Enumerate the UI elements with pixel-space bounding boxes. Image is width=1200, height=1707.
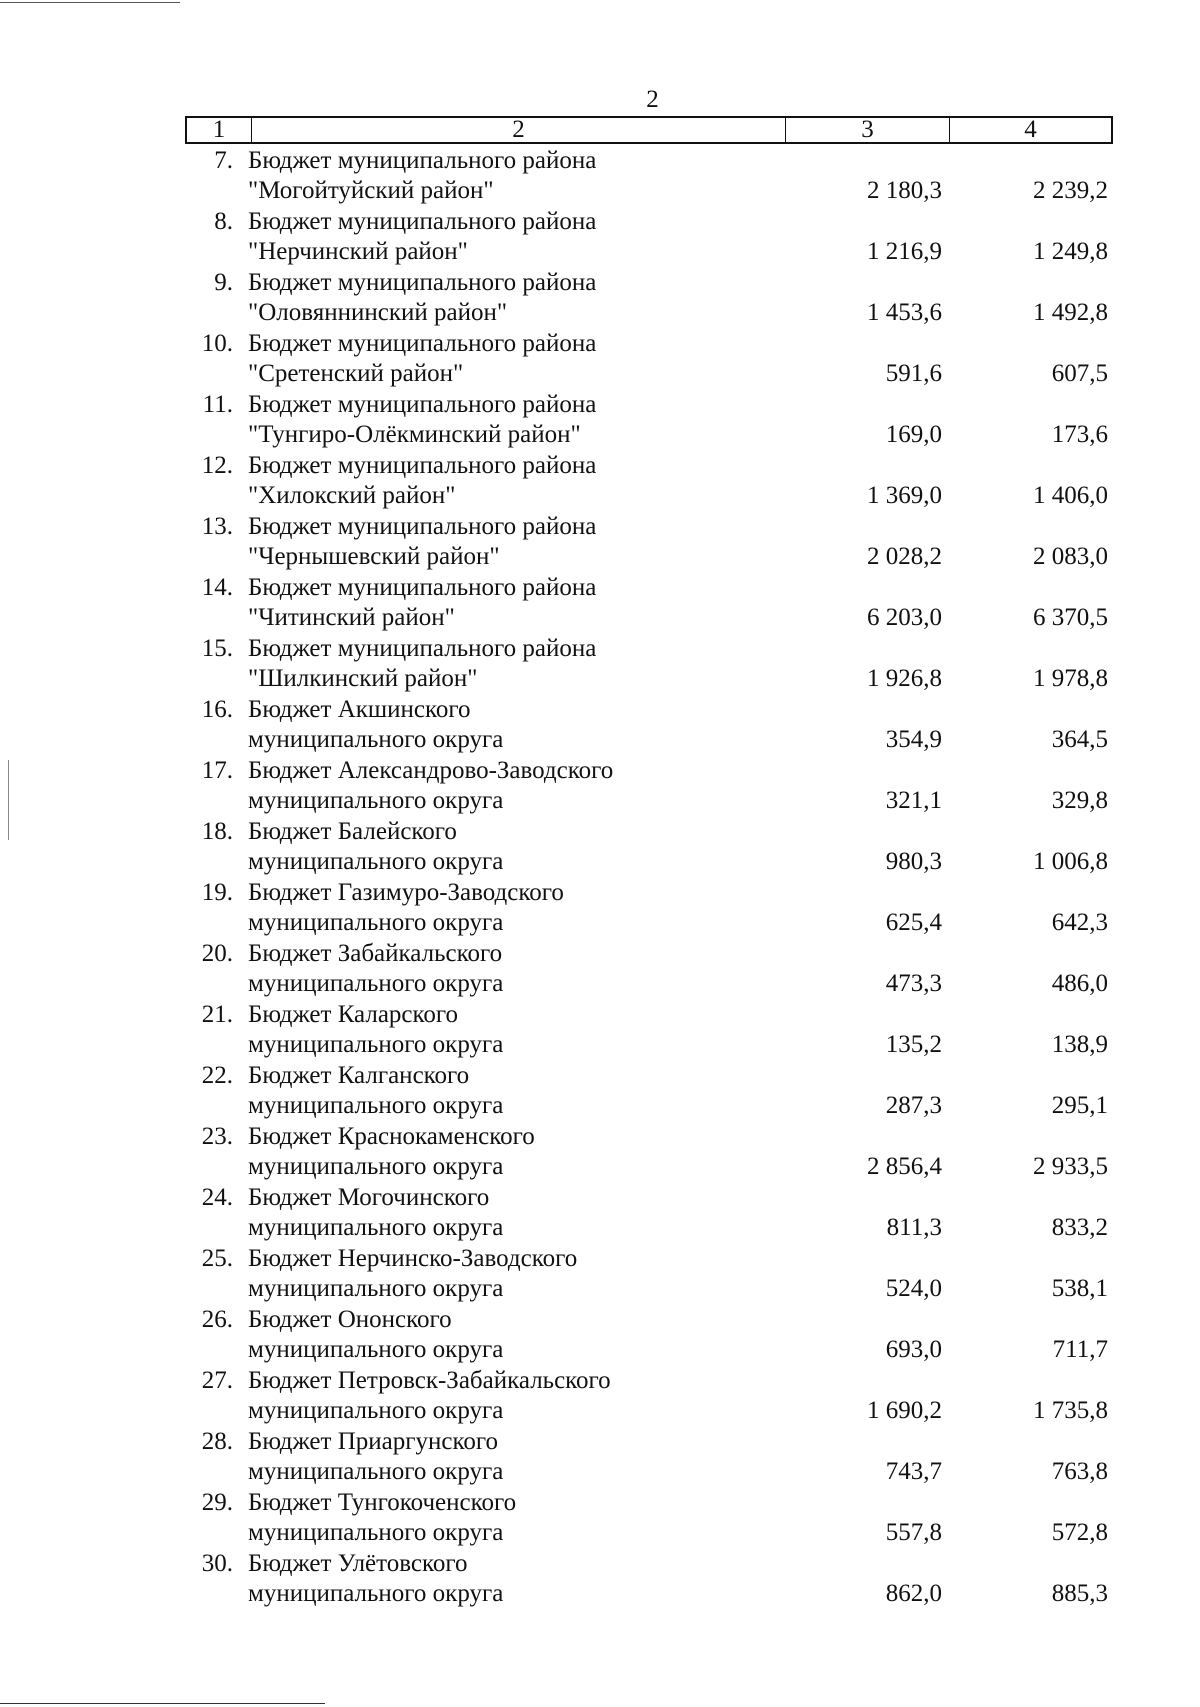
value-column-3: 6 203,0 xyxy=(867,604,942,631)
table-row xyxy=(0,1488,1200,1549)
budget-name-line2: "Сретенский район" xyxy=(248,360,464,387)
value-column-4: 2 083,0 xyxy=(1033,543,1108,570)
budget-name-line1: Бюджет муниципального района xyxy=(248,330,597,357)
row-number: 25. xyxy=(201,1245,233,1272)
page-number: 2 xyxy=(646,86,659,113)
budget-name-line2: муниципального округа xyxy=(248,1580,504,1607)
value-column-4: 329,8 xyxy=(1051,787,1108,814)
table-row xyxy=(0,1366,1200,1427)
value-column-4: 1 406,0 xyxy=(1033,482,1108,509)
row-number: 8. xyxy=(214,208,233,235)
budget-name-line1: Бюджет Краснокаменского xyxy=(248,1123,535,1150)
value-column-4: 642,3 xyxy=(1051,909,1108,936)
budget-name-line2: "Нерчинский район" xyxy=(248,238,468,265)
table-row xyxy=(0,1305,1200,1366)
row-number: 12. xyxy=(201,452,233,479)
row-number: 22. xyxy=(201,1062,233,1089)
value-column-4: 6 370,5 xyxy=(1033,604,1108,631)
value-column-4: 1 978,8 xyxy=(1033,665,1108,692)
budget-name-line2: муниципального округа xyxy=(248,726,504,753)
row-number: 23. xyxy=(201,1123,233,1150)
value-column-4: 2 933,5 xyxy=(1033,1153,1108,1180)
value-column-4: 1 249,8 xyxy=(1033,238,1108,265)
table-row xyxy=(0,1122,1200,1183)
value-column-3: 1 926,8 xyxy=(867,665,942,692)
budget-name-line1: Бюджет Нерчинско-Заводского xyxy=(248,1245,578,1272)
table-row xyxy=(0,634,1200,695)
row-number: 14. xyxy=(201,574,233,601)
column-header-3: 3 xyxy=(785,118,949,142)
value-column-4: 2 239,2 xyxy=(1033,177,1108,204)
value-column-3: 743,7 xyxy=(885,1458,942,1485)
value-column-3: 287,3 xyxy=(885,1092,942,1119)
value-column-4: 138,9 xyxy=(1051,1031,1108,1058)
budget-name-line1: Бюджет Забайкальского xyxy=(248,940,503,967)
budget-name-line2: "Оловяннинский район" xyxy=(248,299,508,326)
row-number: 11. xyxy=(202,391,233,418)
budget-name-line2: муниципального округа xyxy=(248,1458,504,1485)
budget-name-line1: Бюджет Александрово-Заводского xyxy=(248,757,614,784)
budget-name-line1: Бюджет Акшинского xyxy=(248,696,471,723)
value-column-4: 885,3 xyxy=(1051,1580,1108,1607)
row-number: 17. xyxy=(201,757,233,784)
budget-name-line2: муниципального округа xyxy=(248,1031,504,1058)
row-number: 19. xyxy=(201,879,233,906)
budget-name-line1: Бюджет муниципального района xyxy=(248,635,597,662)
table-row xyxy=(0,878,1200,939)
budget-name-line2: "Могойтуйский район" xyxy=(248,177,494,204)
column-header-4: 4 xyxy=(949,118,1111,142)
budget-name-line2: муниципального округа xyxy=(248,1397,504,1424)
row-number: 21. xyxy=(201,1001,233,1028)
table-row xyxy=(0,207,1200,268)
value-column-3: 2 028,2 xyxy=(867,543,942,570)
budget-name-line1: Бюджет муниципального района xyxy=(248,208,597,235)
column-header-row xyxy=(185,116,1113,144)
value-column-3: 135,2 xyxy=(885,1031,942,1058)
budget-name-line1: Бюджет Газимуро-Заводского xyxy=(248,879,564,906)
budget-name-line1: Бюджет муниципального района xyxy=(248,513,597,540)
budget-name-line1: Бюджет Каларского xyxy=(248,1001,459,1028)
row-number: 26. xyxy=(201,1306,233,1333)
table-row xyxy=(0,573,1200,634)
value-column-3: 1 453,6 xyxy=(867,299,942,326)
budget-name-line1: Бюджет Ононского xyxy=(248,1306,452,1333)
table-row xyxy=(0,451,1200,512)
budget-name-line2: "Хилокский район" xyxy=(248,482,456,509)
table-row xyxy=(0,146,1200,207)
row-number: 15. xyxy=(201,635,233,662)
row-number: 10. xyxy=(201,330,233,357)
top-edge-rule xyxy=(0,2,180,3)
value-column-4: 833,2 xyxy=(1051,1214,1108,1241)
table-row xyxy=(0,695,1200,756)
budget-name-line2: муниципального округа xyxy=(248,970,504,997)
value-column-4: 763,8 xyxy=(1051,1458,1108,1485)
value-column-3: 980,3 xyxy=(885,848,942,875)
value-column-3: 2 856,4 xyxy=(867,1153,942,1180)
value-column-4: 364,5 xyxy=(1051,726,1108,753)
table-row xyxy=(0,1549,1200,1610)
value-column-3: 2 180,3 xyxy=(867,177,942,204)
row-number: 20. xyxy=(201,940,233,967)
table-row xyxy=(0,1427,1200,1488)
budget-name-line2: "Тунгиро-Олёкминский район" xyxy=(248,421,581,448)
budget-name-line1: Бюджет Калганского xyxy=(248,1062,470,1089)
value-column-3: 811,3 xyxy=(886,1214,942,1241)
table-row xyxy=(0,1183,1200,1244)
value-column-4: 173,6 xyxy=(1051,421,1108,448)
budget-name-line2: муниципального округа xyxy=(248,1153,504,1180)
value-column-3: 591,6 xyxy=(885,360,942,387)
value-column-3: 1 690,2 xyxy=(867,1397,942,1424)
budget-name-line1: Бюджет муниципального района xyxy=(248,147,597,174)
table-row xyxy=(0,756,1200,817)
value-column-3: 354,9 xyxy=(885,726,942,753)
table-row xyxy=(0,817,1200,878)
budget-name-line2: муниципального округа xyxy=(248,1214,504,1241)
value-column-3: 169,0 xyxy=(885,421,942,448)
budget-name-line1: Бюджет Приаргунского xyxy=(248,1428,498,1455)
budget-name-line1: Бюджет муниципального района xyxy=(248,574,597,601)
budget-name-line1: Бюджет Улётовского xyxy=(248,1550,468,1577)
value-column-4: 295,1 xyxy=(1051,1092,1108,1119)
value-column-4: 486,0 xyxy=(1051,970,1108,997)
column-header-2: 2 xyxy=(251,118,785,142)
budget-name-line2: муниципального округа xyxy=(248,787,504,814)
budget-name-line2: муниципального округа xyxy=(248,1519,504,1546)
value-column-3: 473,3 xyxy=(885,970,942,997)
value-column-4: 572,8 xyxy=(1051,1519,1108,1546)
value-column-3: 1 369,0 xyxy=(867,482,942,509)
budget-name-line2: муниципального округа xyxy=(248,1275,504,1302)
table-row xyxy=(0,939,1200,1000)
value-column-3: 862,0 xyxy=(885,1580,942,1607)
table-row xyxy=(0,1244,1200,1305)
value-column-4: 607,5 xyxy=(1051,360,1108,387)
table-row xyxy=(0,268,1200,329)
table-row xyxy=(0,1061,1200,1122)
value-column-3: 1 216,9 xyxy=(867,238,942,265)
budget-name-line2: "Чернышевский район" xyxy=(248,543,500,570)
row-number: 28. xyxy=(201,1428,233,1455)
budget-name-line2: муниципального округа xyxy=(248,909,504,936)
table-row xyxy=(0,1000,1200,1061)
budget-name-line1: Бюджет муниципального района xyxy=(248,452,597,479)
column-header-1: 1 xyxy=(212,116,226,143)
budget-name-line1: Бюджет муниципального района xyxy=(248,391,597,418)
budget-name-line2: муниципального округа xyxy=(248,1092,504,1119)
value-column-4: 538,1 xyxy=(1051,1275,1108,1302)
value-column-4: 1 492,8 xyxy=(1033,299,1108,326)
row-number: 18. xyxy=(201,818,233,845)
row-number: 9. xyxy=(214,269,233,296)
row-number: 13. xyxy=(201,513,233,540)
value-column-4: 1 006,8 xyxy=(1033,848,1108,875)
value-column-4: 711,7 xyxy=(1052,1336,1108,1363)
row-number: 24. xyxy=(201,1184,233,1211)
row-number: 7. xyxy=(214,147,233,174)
table-row xyxy=(0,512,1200,573)
row-number: 30. xyxy=(201,1550,233,1577)
row-number: 27. xyxy=(201,1367,233,1394)
value-column-3: 557,8 xyxy=(885,1519,942,1546)
budget-name-line1: Бюджет муниципального района xyxy=(248,269,597,296)
value-column-3: 321,1 xyxy=(885,787,942,814)
value-column-3: 625,4 xyxy=(885,909,942,936)
budget-name-line2: муниципального округа xyxy=(248,848,504,875)
budget-name-line2: муниципального округа xyxy=(248,1336,504,1363)
table-row xyxy=(0,390,1200,451)
table-row xyxy=(0,329,1200,390)
value-column-3: 693,0 xyxy=(885,1336,942,1363)
value-column-3: 524,0 xyxy=(885,1275,942,1302)
budget-name-line2: "Шилкинский район" xyxy=(248,665,478,692)
budget-name-line1: Бюджет Могочинского xyxy=(248,1184,490,1211)
budget-name-line1: Бюджет Тунгокоченского xyxy=(248,1489,517,1516)
row-number: 29. xyxy=(201,1489,233,1516)
bottom-edge-rule xyxy=(0,1703,325,1704)
budget-name-line2: "Читинский район" xyxy=(248,604,455,631)
value-column-4: 1 735,8 xyxy=(1033,1397,1108,1424)
budget-name-line1: Бюджет Петровск-Забайкальского xyxy=(248,1367,611,1394)
row-number: 16. xyxy=(201,696,233,723)
budget-table-body xyxy=(0,146,1200,1610)
budget-name-line1: Бюджет Балейского xyxy=(248,818,457,845)
